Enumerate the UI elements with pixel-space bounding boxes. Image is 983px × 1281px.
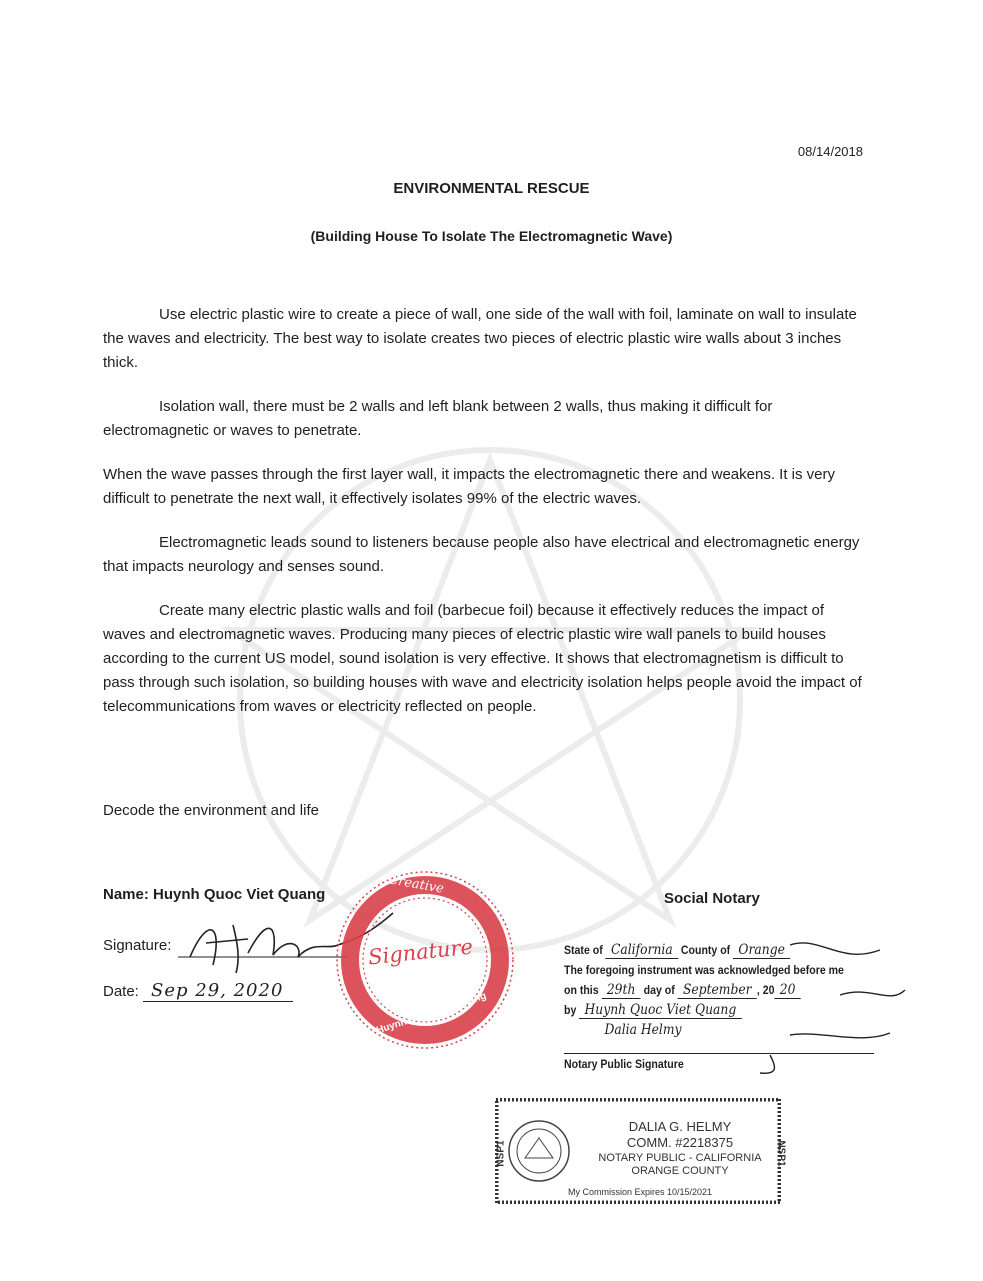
seal-ring-text: Huynh Quoc Viet Quang	[375, 990, 488, 1037]
paragraph-4: Electromagnetic leads sound to listeners because people also have electrical and electromagnetic energy that impacts neurology and senses sound.	[103, 534, 860, 575]
seal-top-text: Creative	[387, 872, 445, 897]
stamp-side-code-left: NSP1	[495, 1140, 507, 1167]
month-value: September	[678, 982, 757, 999]
document-title: ENVIRONMENTAL RESCUE	[393, 180, 590, 197]
county-value: Orange	[733, 942, 790, 959]
notary-signed-name: Dalia Helmy	[604, 1022, 682, 1038]
tagline: Decode the environment and life	[103, 802, 319, 819]
paragraph-2: Isolation wall, there must be 2 walls and left blank between 2 walls, thus making it difficult for electromagnetic or waves to penetrate.	[103, 398, 773, 439]
stamp-side-code-right: NSP1	[775, 1140, 787, 1167]
paragraph-5: Create many electric plastic walls and foil (barbecue foil) because it effectively reduces the impact of waves and electromagnetic waves. Producing many pieces of electric plastic wire wall panels to build houses according to the current US model, sound isolation is very effective. It shows that electromagnetism is difficult to pass through such isolation, so building houses with wave and electricity isolation helps people avoid the impact of telecommunications from waves or electricity reflected on people.	[103, 602, 862, 715]
day-prefix: on this	[564, 983, 599, 997]
county-prefix: County of	[680, 943, 731, 957]
by-prefix: by	[564, 1003, 577, 1017]
year-value: 20	[774, 982, 800, 999]
state-prefix: State of	[564, 943, 603, 957]
notary-handwriting	[640, 935, 910, 1075]
year-prefix: 20	[762, 983, 775, 997]
stamp-notary-name: DALIA G. HELMY	[628, 1119, 732, 1134]
day-value: 29th	[602, 982, 641, 999]
stamp-expiration: My Commission Expires 10/15/2021	[567, 1187, 713, 1197]
notary-heading: Social Notary	[664, 890, 760, 907]
signature-label: Signature:	[103, 937, 172, 954]
paragraph-1: Use electric plastic wire to create a piece of wall, one side of the wall with foil, laminate on wall to insulate the waves and electricity. The best way to isolate creates two pieces of electric plastic wire walls about 3 inches thick.	[103, 306, 857, 371]
date-handwritten: Sep 29, 2020	[143, 980, 293, 1002]
stamp-title: NOTARY PUBLIC - CALIFORNIA	[598, 1152, 762, 1164]
paragraph-3: When the wave passes through the first layer wall, it impacts the electromagnetic there and weakens. It is very difficult to penetrate the next wall, it effectively isolates 99% of the electric waves.	[103, 466, 836, 507]
seal-center-text: Signature	[367, 934, 474, 970]
document-date: 08/14/2018	[797, 144, 863, 159]
day-suffix: day of	[643, 983, 675, 997]
name-label: Name:	[103, 886, 149, 903]
notary-day-line: on this 29th day of September , 20 20	[564, 980, 846, 1000]
date-label: Date:	[103, 983, 139, 1000]
document-subtitle: (Building House To Isolate The Electromagnetic Wave)	[310, 228, 673, 244]
date-label-line	[103, 980, 293, 1002]
by-name: Huynh Quoc Viet Quang	[579, 1002, 741, 1019]
document-body	[103, 303, 863, 739]
author-name: Huynh Quoc Viet Quang	[153, 886, 326, 903]
notary-ack-line: The foregoing instrument was acknowledged before me	[564, 963, 844, 977]
stamp-county: ORANGE COUNTY	[631, 1165, 729, 1177]
state-value: California	[606, 942, 678, 959]
stamp-commission-number: COMM. #2218375	[626, 1135, 734, 1150]
notary-signature-label: Notary Public Signature	[564, 1057, 684, 1071]
